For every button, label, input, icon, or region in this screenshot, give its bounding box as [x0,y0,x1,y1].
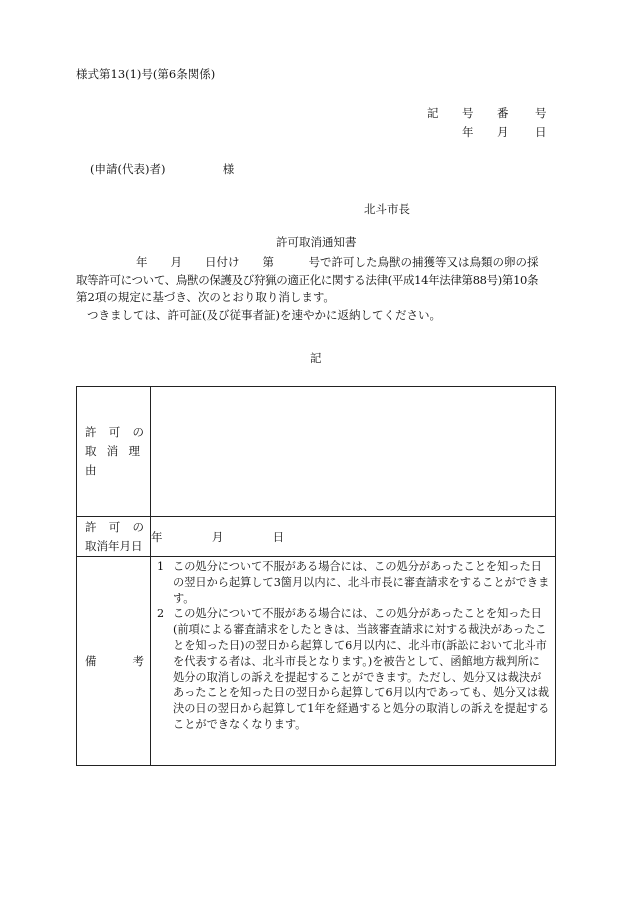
issue-date-day: 日 [535,125,547,139]
body-line-2: 取等許可について、鳥獣の保護及び狩猟の適正化に関する法律(平成14年法律第88号)第10条 [76,272,539,287]
reason-label [77,387,151,517]
applicant-label: (申請(代表)者) [90,162,166,176]
revocation-day: 日 [272,529,285,544]
date-row [77,517,556,557]
body-text [76,254,566,324]
remarks-note [157,606,551,732]
applicant-line [90,164,234,176]
body-line-1: 年 月 日付け 第 号で許可した鳥獣の捕獲等又は鳥類の卵の採 [136,255,539,269]
applicant-honorific: 様 [222,162,235,176]
remarks-label-char: 備 [85,653,97,668]
date-label [77,517,151,557]
issuer: 北斗市長 [364,202,410,216]
revocation-month: 月 [211,529,224,544]
issue-date-month: 月 [497,125,509,139]
document-title: 許可取消通知書 [276,235,357,249]
reason-label-bottom: 取消理由 [85,444,144,477]
remarks-note-text: この処分について不服がある場合には、この処分があったことを知った日(前項による審査請求をしたときは、当該審査請求に対する裁決があったことを知った日)の翌日から起算して6月以内に、北斗市(訴訟において北斗市を代表する者は、北斗市長となります。)を被告として、函館地方裁判所に処分の取消しの訴えを提起することができます。ただし、処分又は裁決があったことを知った日の翌日から起算して6月以内であっても、処分又は裁決の日の翌日から起算して1年を経過すると処分の取消しの訴えを提起することができなくなります。 [173,607,550,731]
reference-ki: 記 [427,106,439,120]
reason-label-char: 可 [108,425,121,439]
reason-label-char: 許 [85,425,97,439]
remarks-note-text: この処分について不服がある場合には、この処分があったことを知った日の翌日から起算して3箇月以内に、北斗市長に審査請求をすることができます。 [173,560,550,605]
remarks-row [77,557,556,766]
details-table [76,386,556,766]
form-number: 様式第13(1)号(第6条関係) [76,67,216,81]
date-label-char: の [132,519,144,534]
remarks-value [151,557,556,766]
date-label-bottom: 取消年月日 [85,538,143,553]
issue-date-year: 年 [462,125,474,139]
reason-row [77,387,556,517]
remarks-note-number: 1 [157,560,165,573]
remarks-note-number: 2 [157,607,165,621]
revocation-year: 年 [151,529,163,544]
reason-value[interactable] [151,387,556,517]
date-label-char: 許 [85,519,97,534]
remarks-label-char: 考 [132,653,144,668]
remarks-note [157,559,551,606]
body-line-3: 第2項の規定に基づき、次のとおり取り消します。 [76,290,335,305]
reference-go-1: 号 [462,106,474,120]
reference-go-2: 号 [535,106,547,120]
reference-ban: 番 [497,106,509,120]
remarks-label [77,557,151,766]
revocation-date-value[interactable] [151,517,556,557]
reason-label-char: の [132,425,144,439]
body-line-4: つきましては、許可証(及び従事者証)を速やかに返納してください。 [87,307,441,322]
date-label-char: 可 [108,519,121,534]
ki-heading: 記 [310,351,322,365]
